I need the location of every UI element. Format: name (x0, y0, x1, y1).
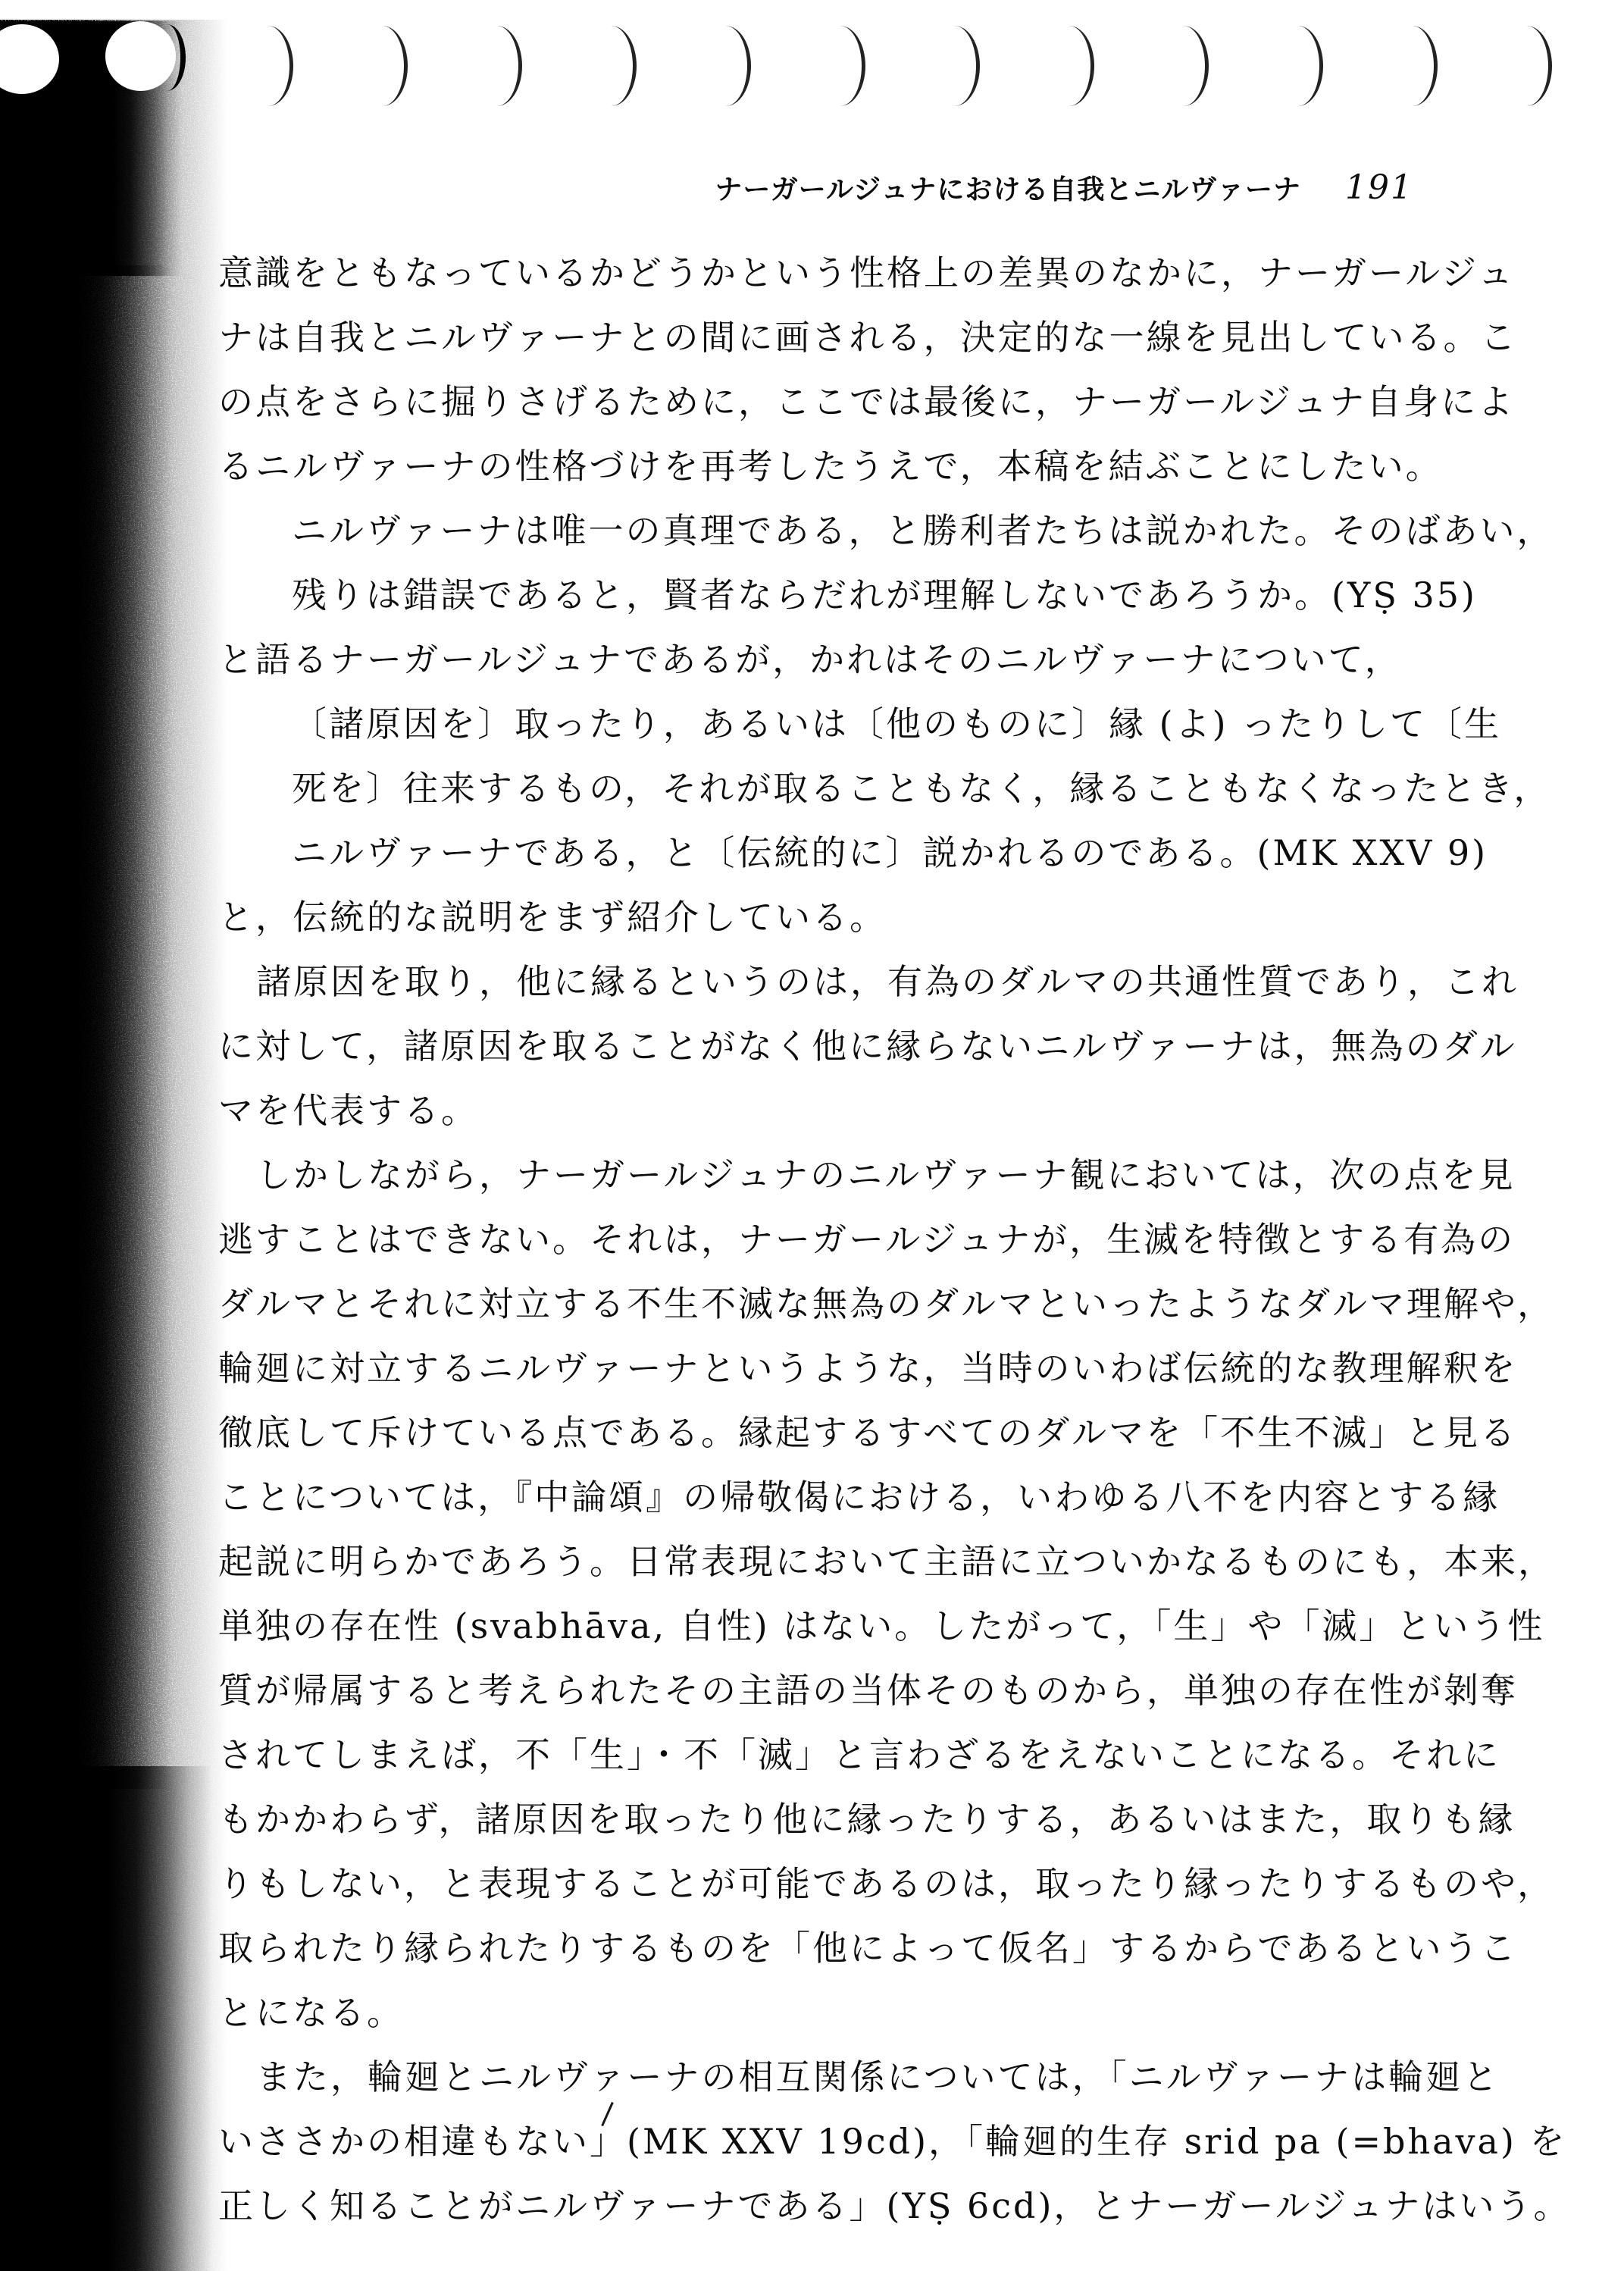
text-line: と，伝統的な説明をまず紹介している。 (218, 897, 887, 938)
text-line: 徹底して斥けている点である。縁起するすべてのダルマを「不生不滅」と見る (218, 1412, 1518, 1453)
text-line: 取られたり縁られたりするものを「他によって仮名」するからであるというこ (218, 1928, 1518, 1969)
text-line: の点をさらに掘りさげるために，ここでは最後に，ナーガールジュナ自身によ (218, 381, 1516, 422)
text-line: いささかの相違もない」(MK XXV 19cd)，「輪廻的生存 srid pa (=bhava) を (218, 2121, 1567, 2162)
text-line: とになる。 (218, 1992, 404, 2033)
text-line: また，輪廻とニルヴァーナの相互関係については，「ニルヴァーナは輪廻と (256, 2056, 1500, 2097)
text-line-quote: 残りは錯誤であると，賢者ならだれが理解しないであろうか。(YṢ 35) (292, 575, 1477, 616)
text-line: 逃すことはできない。それは，ナーガールジュナが，生滅を特徴とする有為の (218, 1219, 1516, 1260)
punch-hole-shadow-icon (149, 24, 186, 91)
text-line: 起説に明らかであろう。日常表現において主語に立ついかなるものにも，本来， (218, 1541, 1555, 1582)
text-line: 諸原因を取り，他に縁るというのは，有為のダルマの共通性質であり，これ (256, 961, 1519, 1002)
text-line: に対して，諸原因を取ることがなく他に縁らないニルヴァーナは，無為のダル (218, 1026, 1517, 1067)
text-line: 単独の存在性 (svabhāva, 自性) はない。したがって，「生」や「滅」という性 (218, 1605, 1545, 1646)
page-number: 191 (1345, 168, 1413, 207)
text-line: ダルマとそれに対立する不生不滅な無為のダルマといったようなダルマ理解や， (218, 1283, 1555, 1324)
body-text (218, 241, 1571, 2238)
text-line: 輪廻に対立するニルヴァーナというような，当時のいわば伝統的な教理解釈を (218, 1348, 1518, 1389)
text-line: ことについては，『中論頌』の帰敬偈における，いわゆる八不を内容とする縁 (218, 1477, 1500, 1518)
binding-arc-icon (815, 26, 865, 106)
text-line-quote: ニルヴァーナは唯一の真理である，と勝利者たちは説かれた。そのばあい， (292, 510, 1554, 551)
text-line: るニルヴァーナの性格づけを再考したうえで，本稿を結ぶことにしたい。 (218, 446, 1443, 487)
binding-arc-icon (471, 26, 522, 106)
text-line: りもしない，と表現することが可能であるのは，取ったり縁ったりするものや， (218, 1863, 1555, 1904)
binding-arc-icon (929, 26, 980, 106)
text-line: もかかわらず，諸原因を取ったり他に縁ったりする，あるいはまた，取りも縁 (218, 1799, 1516, 1840)
text-line: 正しく知ることがニルヴァーナである」(YṢ 6cd)，とナーガールジュナはいう。 (218, 2185, 1571, 2226)
text-line: 質が帰属すると考えられたその主語の当体そのものから，単独の存在性が剝奪 (218, 1670, 1518, 1711)
text-line-quote: ニルヴァーナである，と〔伝統的に〕説かれるのである。(MK XXV 9) (292, 832, 1488, 873)
text-line-quote: 〔諸原因を〕取ったり，あるいは〔他のものに〕縁 (よ) ったりして〔生 (292, 703, 1502, 744)
text-line: されてしまえば，不「生」・不「滅」と言わざるをえないことになる。それに (218, 1734, 1500, 1775)
text-line-quote: 死を〕往来するもの，それが取ることもなく，縁ることもなくなったとき， (292, 768, 1551, 809)
text-line: と語るナーガールジュナであるが，かれはそのニルヴァーナについて， (218, 639, 1402, 680)
text-line: しかしながら，ナーガールジュナのニルヴァーナ観においては，次の点を見 (256, 1154, 1516, 1195)
text-line: ナは自我とニルヴァーナとの間に画される，決定的な一線を見出している。こ (218, 317, 1518, 358)
binding-arc-icon (357, 26, 408, 106)
page-header (715, 168, 1413, 207)
binding-arc-icon (243, 26, 293, 106)
binding-arc-icon (1158, 26, 1209, 106)
text-line: マを代表する。 (218, 1090, 478, 1131)
text-line: 意識をともなっているかどうかという性格上の差異のなかに，ナーガールジュ (218, 252, 1516, 293)
binding-arc-icon (586, 26, 637, 106)
binding-arc-icon (1272, 26, 1323, 106)
header-title: ナーガールジュナにおける自我とニルヴァーナ (715, 174, 1302, 205)
scan-noise-texture (0, 20, 227, 2271)
binding-arc-icon (1501, 26, 1552, 106)
binding-arc-icon (1387, 26, 1438, 106)
binding-arc-icon (1044, 26, 1094, 106)
binding-arc-icon (700, 26, 751, 106)
